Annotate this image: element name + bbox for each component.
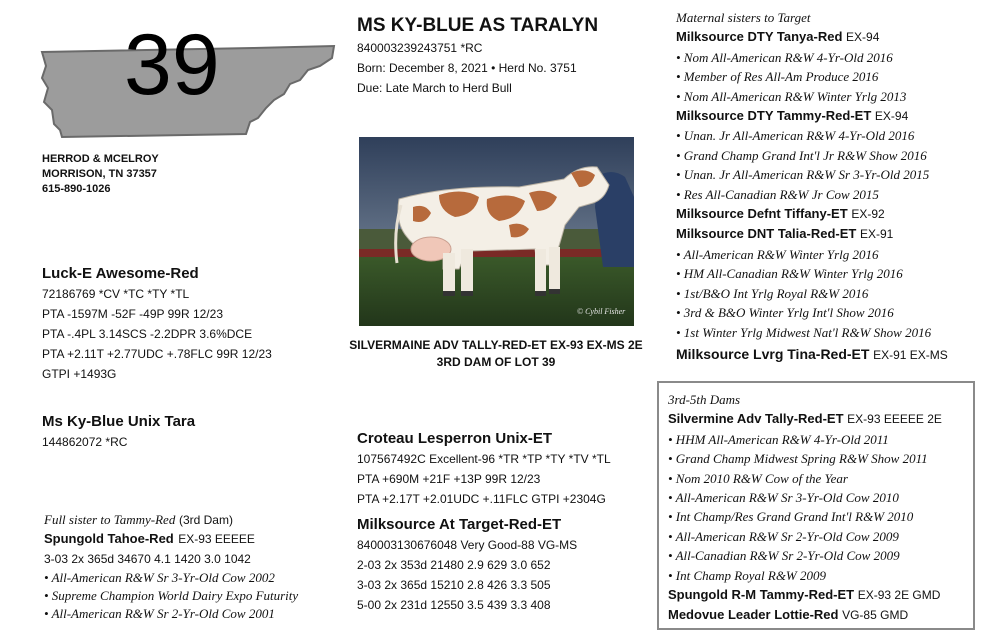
sister-honor: • 1st/B&O Int Yrlg Royal R&W 2016 — [676, 285, 869, 301]
second-dam-block — [357, 515, 577, 615]
cow-illustration — [359, 137, 634, 326]
animal-reg: 840003239243751 *RC — [357, 41, 483, 55]
sister-name: Milksource Lvrg Tina-Red-ET — [676, 345, 870, 362]
sire-pta-3: PTA +2.11T +2.77UDC +.78FLC 99R 12/23 — [42, 347, 272, 361]
third-dam-honor: • All-American R&W Sr 2-Yr-Old Cow 2009 — [668, 528, 899, 544]
full-sister-honor: • All-American R&W Sr 3-Yr-Old Cow 2002 — [44, 570, 275, 585]
sister-honor: • Grand Champ Grand Int'l Jr R&W Show 2016 — [676, 147, 927, 163]
dam-reg: 144862072 *RC — [42, 435, 128, 449]
third-dam-name: Silvermine Adv Tally-Red-ET — [668, 411, 844, 427]
photo-caption — [346, 337, 646, 371]
consignor-location: MORRISON, TN 37357 — [42, 168, 157, 180]
cow-photo — [359, 137, 634, 326]
photo-caption-line: 3RD DAM OF LOT 39 — [436, 355, 556, 369]
fourth-dam-name: Spungold R-M Tammy-Red-ET — [668, 587, 855, 603]
sister-score: EX-94 — [874, 109, 909, 124]
full-sister-score: EX-93 EEEEE — [178, 532, 255, 546]
sister-honor: • Unan. Jr All-American R&W Sr 3-Yr-Old 2015 — [676, 167, 930, 183]
animal-header — [357, 14, 598, 98]
sister-name: Milksource Defnt Tiffany-ET — [676, 206, 848, 222]
sister-name: Milksource DNT Talia-Red-ET — [676, 226, 857, 242]
maternal-sisters-heading: Maternal sisters to Target — [676, 10, 811, 25]
dams-box — [657, 381, 975, 630]
sister-score: EX-94 — [846, 30, 880, 45]
sister-honor: • HM All-Canadian R&W Winter Yrlg 2016 — [676, 266, 903, 282]
third-dam-honor: • Int Champ/Res Grand Grand Int'l R&W 2010 — [668, 509, 914, 525]
full-sister-name: Spungold Tahoe-Red — [44, 531, 174, 546]
sister-honor: • Nom All-American R&W Winter Yrlg 2013 — [676, 88, 907, 104]
second-dam-record: 2-03 2x 353d 21480 2.9 629 3.0 652 — [357, 558, 551, 572]
third-dam-score: EX-93 EEEEE 2E — [847, 412, 942, 427]
full-sister-honor: • Supreme Champion World Dairy Expo Futurity — [44, 588, 299, 603]
second-dam-record: 5-00 2x 231d 12550 3.5 439 3.3 408 — [357, 598, 551, 612]
dam-sire-pta-2: PTA +2.17T +2.01UDC +.11FLC GTPI +2304G — [357, 492, 606, 506]
sister-score: EX-91 — [859, 227, 894, 242]
consignor-name: HERROD & MCELROY — [42, 153, 159, 165]
sister-score: EX-92 — [851, 207, 885, 222]
third-dam-honor: • All-Canadian R&W Sr 2-Yr-Old Cow 2009 — [668, 548, 900, 564]
third-dam-honor: • Int Champ Royal R&W 2009 — [668, 567, 827, 583]
dam-sire-name: Croteau Lesperron Unix-ET — [357, 430, 553, 447]
third-dam-honor: • HHM All-American R&W 4-Yr-Old 2011 — [668, 431, 889, 447]
animal-born: Born: December 8, 2021 • Herd No. 3751 — [357, 61, 577, 75]
sister-name: Milksource DTY Tanya-Red — [676, 29, 843, 45]
photo-credit: © Cybil Fisher — [577, 307, 626, 316]
animal-name: MS KY-BLUE AS TARALYN — [357, 15, 599, 36]
dams-box-heading: 3rd-5th Dams — [668, 392, 741, 407]
second-dam-reg: 840003130676048 Very Good-88 VG-MS — [357, 538, 578, 552]
consignor-phone: 615-890-1026 — [42, 183, 111, 195]
sister-honor: • 1st Winter Yrlg Midwest Nat'l R&W Show 2016 — [676, 324, 932, 340]
lot-number: 39 — [124, 17, 220, 113]
sister-honor: • Unan. Jr All-American R&W 4-Yr-Old 2016 — [676, 128, 915, 144]
dam-name: Ms Ky-Blue Unix Tara — [42, 413, 196, 430]
sister-honor: • Member of Res All-Am Produce 2016 — [676, 69, 879, 85]
sister-honor: • 3rd & B&O Winter Yrlg Int'l Show 2016 — [676, 305, 894, 321]
full-sister-intro: Full sister to Tammy-Red — [44, 512, 176, 527]
second-dam-record: 3-03 2x 365d 15210 2.8 426 3.3 505 — [357, 578, 551, 592]
maternal-sisters-block — [676, 8, 948, 365]
third-dam-honor: • Nom 2010 R&W Cow of the Year — [668, 470, 848, 486]
sire-gtpi: GTPI +1493G — [42, 367, 117, 381]
consignor-block — [42, 152, 159, 197]
sister-honor: • Res All-Canadian R&W Jr Cow 2015 — [676, 186, 879, 202]
full-sister-intro-tag: (3rd Dam) — [178, 513, 233, 527]
sister-score: EX-91 EX-MS — [873, 347, 948, 362]
sire-pta-2: PTA -.4PL 3.14SCS -2.2DPR 3.6%DCE — [42, 327, 253, 341]
animal-due: Due: Late March to Herd Bull — [357, 81, 512, 95]
sister-honor: • Nom All-American R&W 4-Yr-Old 2016 — [676, 49, 893, 65]
sire-pta-1: PTA -1597M -52F -49P 99R 12/23 — [42, 307, 223, 321]
full-sister-block — [44, 511, 298, 623]
full-sister-record: 3-03 2x 365d 34670 4.1 1420 3.0 1042 — [44, 552, 251, 566]
sire-block — [42, 264, 272, 384]
photo-caption-line: SILVERMAINE ADV TALLY-RED-ET EX-93 EX-MS 2E — [349, 338, 643, 352]
third-dam-honor: • Grand Champ Midwest Spring R&W Show 2011 — [668, 451, 928, 467]
sire-name: Luck-E Awesome-Red — [42, 265, 199, 282]
fifth-dam-score: VG-85 GMD — [842, 608, 909, 623]
dam-sire-block — [357, 429, 611, 509]
dam-block — [42, 412, 195, 452]
fourth-dam-score: EX-93 2E GMD — [857, 588, 941, 603]
dam-sire-pta-1: PTA +690M +21F +13P 99R 12/23 — [357, 472, 541, 486]
sister-honor: • All-American R&W Winter Yrlg 2016 — [676, 246, 879, 262]
third-dam-honor: • All-American R&W Sr 3-Yr-Old Cow 2010 — [668, 490, 899, 506]
second-dam-name: Milksource At Target-Red-ET — [357, 516, 562, 533]
sire-reg: 72186769 *CV *TC *TY *TL — [42, 287, 190, 301]
fifth-dam-name: Medovue Leader Lottie-Red — [668, 607, 839, 623]
full-sister-honor: • All-American R&W Sr 2-Yr-Old Cow 2001 — [44, 606, 275, 621]
sister-name: Milksource DTY Tammy-Red-ET — [676, 108, 872, 124]
dam-sire-reg: 107567492C Excellent-96 *TR *TP *TY *TV *TL — [357, 452, 611, 466]
